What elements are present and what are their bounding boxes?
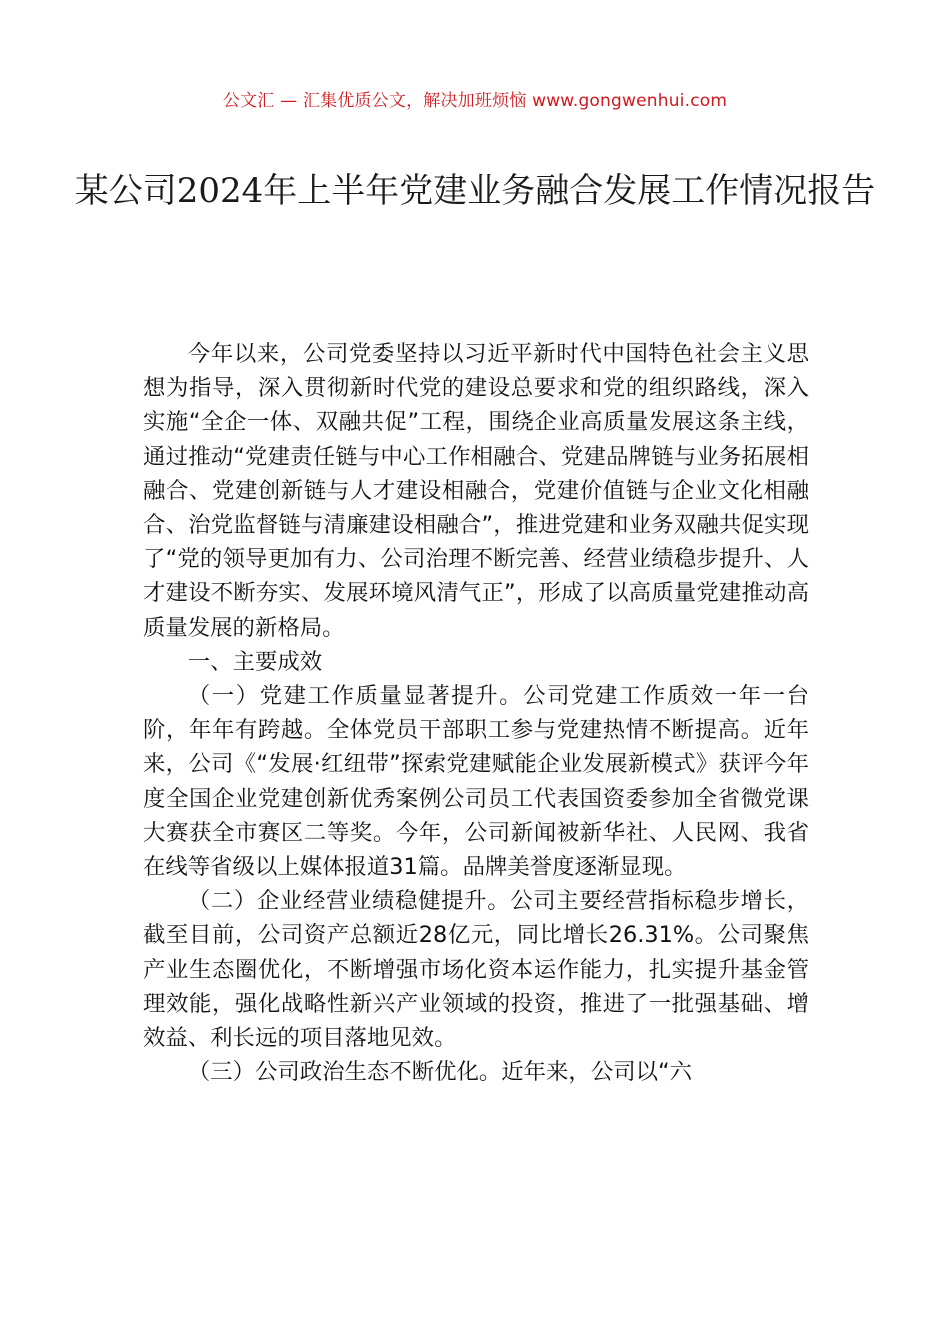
- paragraph-party-building-quality: （一）党建工作质量显著提升。公司党建工作质效一年一台阶，年年有跨越。全体党员干部职工参与党建热情不断提高。近年来，公司《“发展·红纽带”探索党建赋能企业发展新模式》获评今年度全国企业党建创新优秀案例公司员工代表国资委参加全省微党课大赛获全市赛区二等奖。今年，公司新闻被新华社、人民网、我省在线等省级以上媒体报道31篇。品牌美誉度逐渐显现。: [143, 683, 809, 881]
- paragraph-political-ecology: （三）公司政治生态不断优化。近年来，公司以“六: [187, 1059, 692, 1086]
- document-title: 某公司2024年上半年党建业务融合发展工作情况报告: [74, 171, 876, 211]
- paragraph-business-performance: （二）企业经营业绩稳健提升。公司主要经营指标稳步增长，截至目前，公司资产总额近28亿元，同比增长26.31%。公司聚焦产业生态圈优化，不断增强市场化资本运作能力，扎实提升基金管理效能，强化战略性新兴产业领域的投资，推进了一批强基础、增效益、利长远的项目落地见效。: [143, 888, 809, 1052]
- section-heading-main-results: 一、主要成效: [187, 648, 323, 675]
- header-banner: 公文汇 — 汇集优质公文，解决加班烦恼 www.gongwenhui.com: [222, 91, 728, 111]
- intro-paragraph: 今年以来，公司党委坚持以习近平新时代中国特色社会主义思想为指导，深入贯彻新时代党的建设总要求和党的组织路线，深入实施“全企一体、双融共促”工程，围绕企业高质量发展这条主线，通过推动“党建责任链与中心工作相融合、党建品牌链与业务拓展相融合、党建创新链与人才建设相融合，党建价值链与企业文化相融合、治党监督链与清廉建设相融合”，推进党建和业务双融共促实现了“党的领导更加有力、公司治理不断完善、经营业绩稳步提升、人才建设不断夯实、发展环境风清气正”，形成了以高质量党建推动高质量发展的新格局。: [143, 341, 809, 641]
- document-body: [143, 337, 809, 1089]
